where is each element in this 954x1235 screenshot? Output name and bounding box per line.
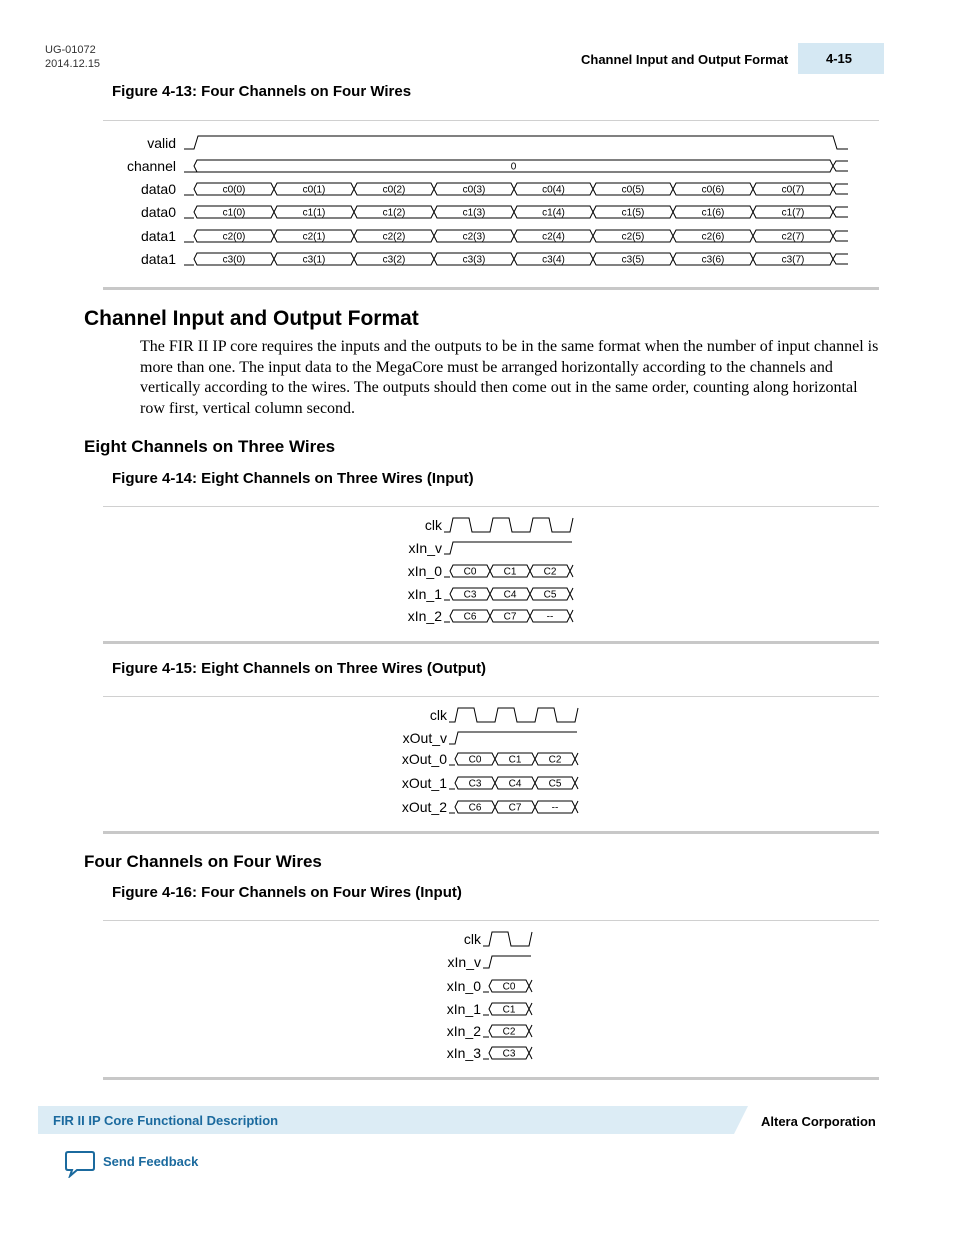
figure-16-bottom-rule (103, 1077, 879, 1080)
data-bus-value: C5 (548, 778, 562, 790)
figure-13-bottom-rule (103, 287, 879, 290)
send-feedback-link[interactable]: Send Feedback (103, 1154, 199, 1169)
data-label: xOut_0 (401, 751, 447, 767)
section-body: The FIR II IP core requires the inputs and the outputs to be in the same format when the number of input channel is more than one. The input data to the MegaCore must be arranged horizontally according to the channels and vertically according to the wires. The outputs should then come out in the same order, counting along horizontal row first, vertical column second. (140, 338, 879, 417)
data-bus-value: C5 (543, 589, 557, 601)
data-bus-value: c3(1) (302, 254, 326, 266)
clk-label: clk (424, 517, 442, 533)
data-bus-value: c3(0) (222, 254, 246, 266)
data-tail (529, 1003, 532, 1015)
data-bus-value: C7 (503, 611, 517, 623)
clk-waveform (449, 708, 578, 722)
data-tail (833, 184, 848, 194)
data-label: xIn_2 (407, 608, 442, 624)
doc-id-block (45, 43, 100, 71)
data-bus-value: c1(3) (462, 207, 486, 219)
data-bus-value: c2(2) (382, 231, 406, 243)
data-bus-value: C4 (503, 589, 517, 601)
figure-13-timing-diagram (0, 126, 954, 276)
valid-label: xIn_v (408, 540, 442, 556)
data-bus-value: c0(4) (542, 184, 565, 196)
data-bus-value: c3(6) (701, 254, 725, 266)
data-bus-value: C2 (548, 754, 562, 766)
data-tail (529, 1025, 532, 1037)
data-bus-value: C7 (508, 802, 522, 814)
figure-14-bottom-rule (103, 641, 879, 644)
signal-label: data0 (140, 204, 176, 220)
data-bus-value: C2 (502, 1026, 516, 1038)
data-bus-value: c2(7) (781, 231, 805, 243)
figure-16-top-rule (103, 920, 879, 921)
speech-bubble-icon[interactable] (65, 1150, 95, 1178)
section-heading: Channel Input and Output Format (84, 307, 419, 330)
data-bus-value: c0(1) (302, 184, 326, 196)
data-tail (575, 777, 578, 789)
figure-13-top-rule (103, 120, 879, 121)
data-bus-value: C0 (502, 981, 516, 993)
page-number-tab: 4-15 (798, 43, 884, 74)
data-label: xIn_1 (407, 586, 442, 602)
data-label: xIn_0 (407, 563, 442, 579)
data-bus-value: c3(2) (382, 254, 406, 266)
data-label: xOut_1 (401, 775, 447, 791)
data-bus-value: c3(4) (542, 254, 565, 266)
doc-date: 2014.12.15 (45, 58, 101, 70)
data-bus-value: C3 (468, 778, 482, 790)
clk-label: clk (429, 707, 447, 723)
data-bus-value: c1(0) (222, 207, 246, 219)
data-bus-value: c1(5) (621, 207, 645, 219)
clk-label: clk (463, 931, 481, 947)
data-label: xIn_1 (446, 1001, 481, 1017)
data-label: xIn_0 (446, 978, 481, 994)
channel-tail (833, 161, 848, 171)
data-bus-value: C0 (468, 754, 482, 766)
figure-15-timing-diagram (0, 702, 954, 822)
signal-label: data0 (140, 181, 176, 197)
data-bus-value: c2(4) (542, 231, 565, 243)
data-bus-value: c0(6) (701, 184, 725, 196)
data-label: xOut_2 (401, 799, 447, 815)
data-bus-value: c1(6) (701, 207, 725, 219)
data-bus-value: C1 (508, 754, 522, 766)
data-bus-value: c2(1) (302, 231, 326, 243)
four-channels-heading: Four Channels on Four Wires (84, 852, 322, 871)
data-tail (529, 1047, 532, 1059)
signal-label: data1 (140, 251, 176, 267)
data-tail (833, 231, 848, 241)
data-tail (570, 610, 573, 622)
data-tail (833, 254, 848, 264)
data-bus-value: -- (546, 611, 554, 623)
data-tail (570, 565, 573, 577)
figure-14-timing-diagram (0, 512, 954, 632)
signal-label: channel (126, 158, 176, 174)
data-label: xIn_2 (446, 1023, 481, 1039)
clk-waveform (483, 932, 532, 946)
channel-bus-value: 0 (510, 161, 517, 173)
data-bus-value: C3 (463, 589, 477, 601)
clk-waveform (444, 518, 573, 532)
footer-section-link[interactable]: FIR II IP Core Functional Description (53, 1113, 279, 1128)
data-bus-value: c2(5) (621, 231, 645, 243)
data-bus-value: C1 (503, 566, 517, 578)
data-bus-value: C3 (502, 1048, 516, 1060)
data-tail (570, 588, 573, 600)
header-section-title: Channel Input and Output Format (581, 52, 789, 67)
data-bus-value: c1(4) (542, 207, 565, 219)
data-bus-value: C2 (543, 566, 557, 578)
data-bus-value: C6 (463, 611, 477, 623)
footer-company: Altera Corporation (761, 1114, 876, 1129)
figure-16-title: Figure 4-16: Four Channels on Four Wires (Input) (112, 884, 462, 901)
data-bus-value: c2(3) (462, 231, 486, 243)
data-bus-value: C6 (468, 802, 482, 814)
signal-label: valid (147, 135, 176, 151)
figure-14-title: Figure 4-14: Eight Channels on Three Wires (Input) (112, 470, 474, 487)
data-bus-value: c0(0) (222, 184, 246, 196)
data-bus-value: c0(2) (382, 184, 406, 196)
data-tail (575, 801, 578, 813)
valid-waveform (483, 956, 531, 968)
data-bus-value: c3(3) (462, 254, 486, 266)
data-bus-value: c2(6) (701, 231, 725, 243)
eight-channels-heading: Eight Channels on Three Wires (84, 437, 336, 456)
data-bus-value: C4 (508, 778, 522, 790)
data-bus-value: C0 (463, 566, 477, 578)
figure-15-bottom-rule (103, 831, 879, 834)
valid-waveform (184, 136, 848, 149)
valid-label: xIn_v (447, 954, 481, 970)
figure-14-top-rule (103, 506, 879, 507)
data-bus-value: c0(3) (462, 184, 486, 196)
data-tail (575, 753, 578, 765)
data-bus-value: c3(7) (781, 254, 805, 266)
data-bus-value: c0(7) (781, 184, 805, 196)
data-bus-value: C1 (502, 1004, 516, 1016)
data-bus-value: c1(1) (302, 207, 326, 219)
data-bus-value: c3(5) (621, 254, 645, 266)
figure-15-title: Figure 4-15: Eight Channels on Three Wires (Output) (112, 660, 487, 677)
data-tail (529, 980, 532, 992)
data-label: xIn_3 (446, 1045, 481, 1061)
data-bus-value: c1(7) (781, 207, 805, 219)
data-bus-value: c0(5) (621, 184, 645, 196)
valid-waveform (449, 732, 577, 744)
figure-15-top-rule (103, 696, 879, 697)
data-bus-value: -- (551, 802, 559, 814)
data-tail (833, 207, 848, 217)
valid-waveform (444, 542, 572, 554)
doc-id: UG-01072 (45, 44, 96, 56)
signal-label: data1 (140, 228, 176, 244)
data-bus-value: c1(2) (382, 207, 406, 219)
data-bus-value: c2(0) (222, 231, 246, 243)
valid-label: xOut_v (402, 730, 447, 746)
figure-16-timing-diagram (0, 926, 954, 1068)
figure-13-title: Figure 4-13: Four Channels on Four Wires (112, 83, 412, 100)
